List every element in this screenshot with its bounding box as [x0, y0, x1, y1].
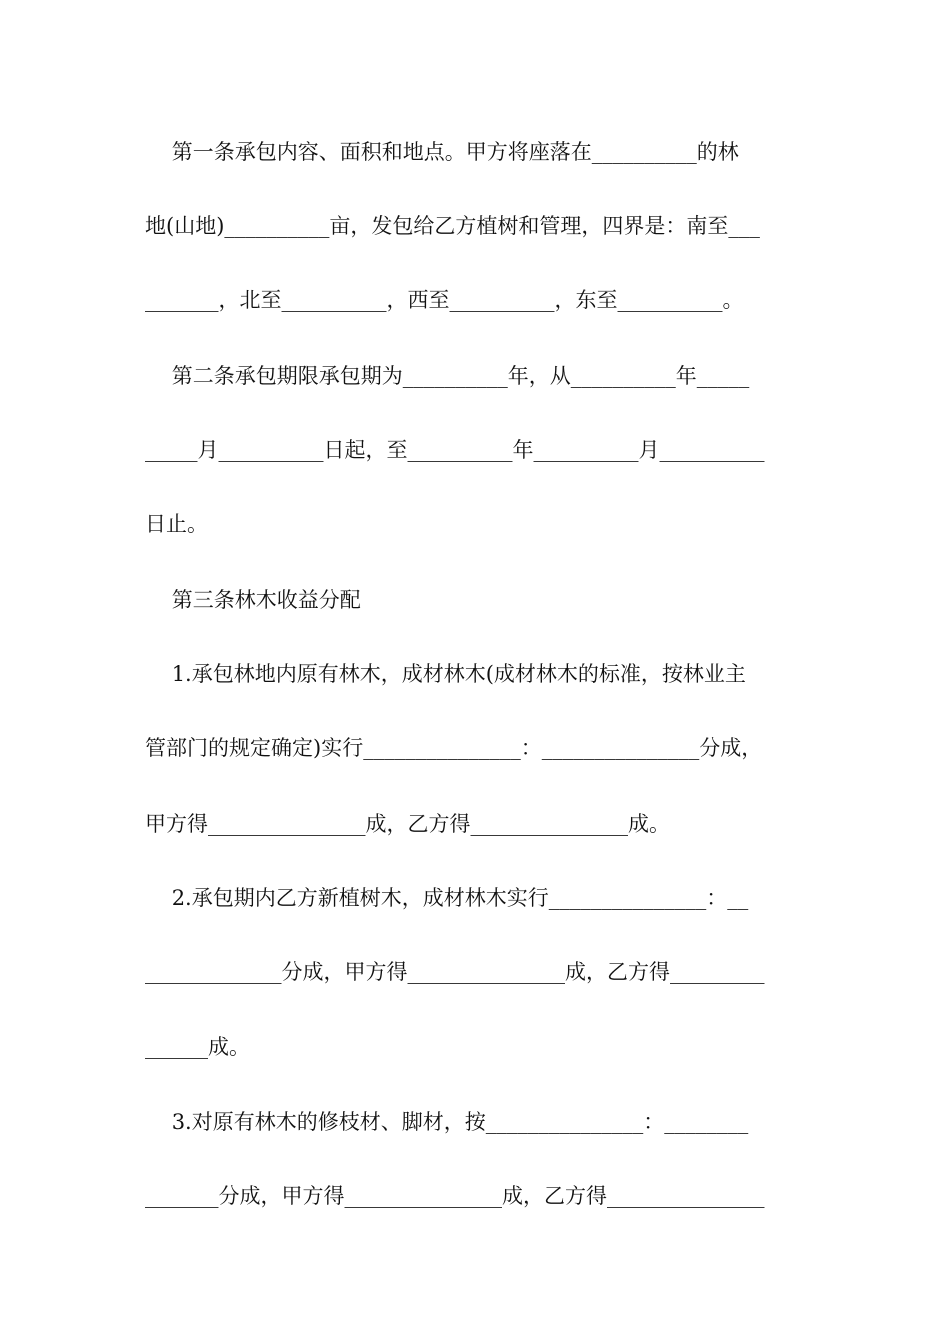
text-line-4: 第二条承包期限承包期为__________年，从__________年_____ [145, 364, 750, 388]
text-line-1: 第一条承包内容、面积和地点。甲方将座落在__________的林 [145, 140, 739, 164]
text-line-9: 管部门的规定确定)实行_______________：_______________分成， [145, 736, 763, 760]
text-line-10: 甲方得_______________成，乙方得_______________成。 [145, 812, 670, 836]
text-line-12: _____________分成，甲方得_______________成，乙方得_________ [145, 960, 765, 984]
text-line-7: 第三条林木收益分配 [145, 588, 361, 612]
text-line-6: 日止。 [145, 512, 208, 536]
text-line-2: 地(山地)__________亩，发包给乙方植树和管理，四界是：南至___ [145, 214, 760, 238]
text-line-5: _____月__________日起，至__________年__________月__________ [145, 438, 765, 462]
text-line-11: 2.承包期内乙方新植树木，成材林木实行_______________：__ [145, 886, 749, 910]
text-line-13: ______成。 [145, 1035, 250, 1059]
text-line-3: _______，北至__________，西至__________，东至__________。 [145, 288, 744, 312]
text-line-8: 1.承包林地内原有林木，成材林木(成材林木的标准，按林业主 [145, 662, 746, 686]
text-line-14: 3.对原有林木的修枝材、脚材，按_______________：________ [145, 1110, 749, 1134]
text-line-15: _______分成，甲方得_______________成，乙方得_______________ [145, 1184, 765, 1208]
